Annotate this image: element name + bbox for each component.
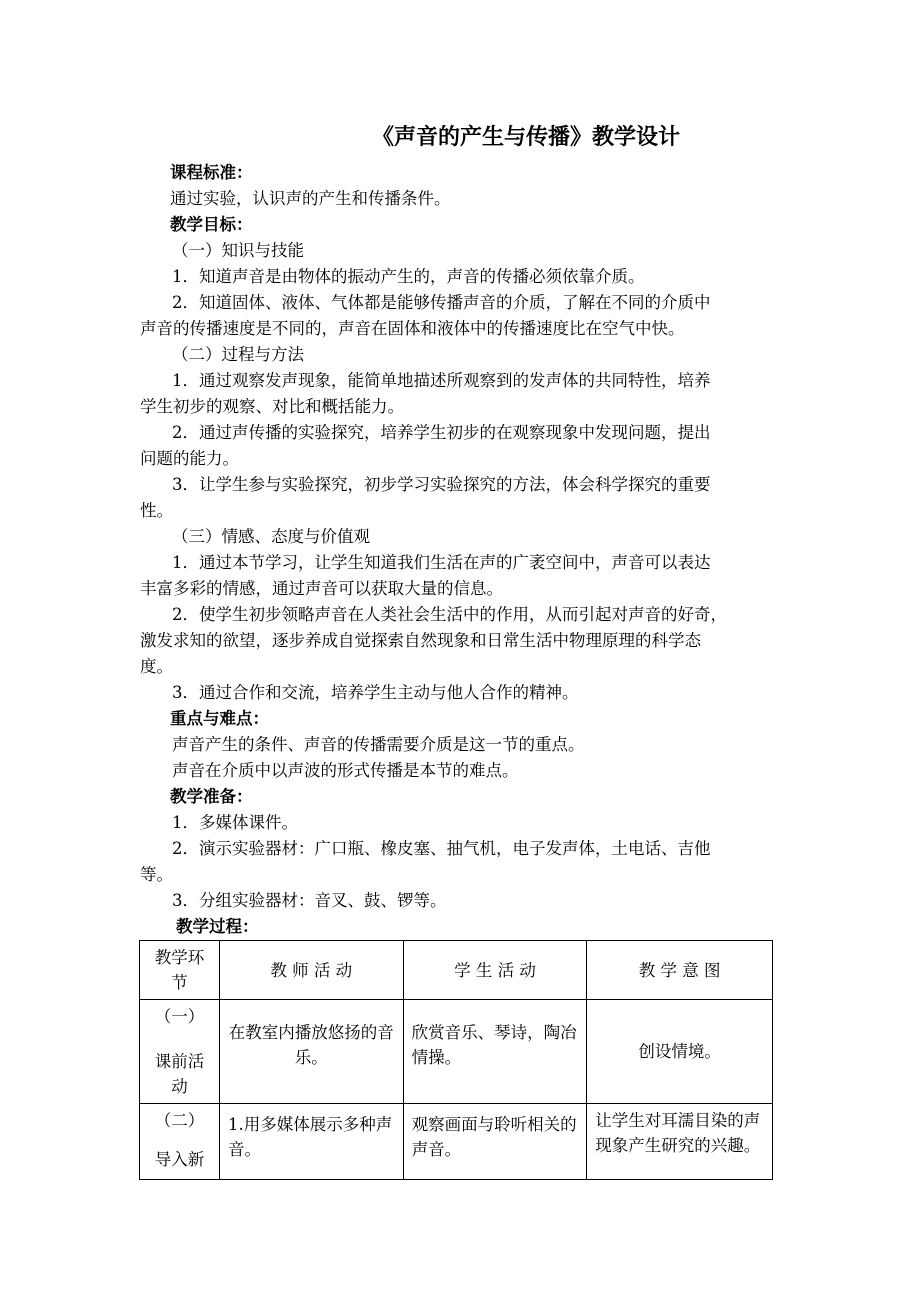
stage-cell [140,1000,220,1104]
key-point-2: 声音在介质中以声波的形式传播是本节的难点。 [172,761,519,780]
goal-1-item-1: 1．知道声音是由物体的振动产生的，声音的传播必须依靠介质。 [172,267,645,286]
prep-item-2: 2．演示实验器材：广口瓶、橡皮塞、抽气机，电子发声体，土电话、吉他 [172,839,711,858]
process-table [139,940,773,1180]
table-row [140,1104,773,1180]
prep-heading: 教学准备： [170,787,253,806]
stage-name: 课前活动 [154,1052,205,1096]
key-heading: 重点与难点： [170,709,269,728]
stage-cell [140,1104,220,1180]
goal-1-item-2: 2．知道固体、液体、气体都是能够传播声音的介质，了解在不同的介质中 [172,293,711,312]
goal-3-item-2-cont: 激发求知的欲望，逐步养成自觉探索自然现象和日常生活中物理原理的科学态 [140,631,701,650]
teacher-cell: 在教室内播放悠扬的音乐。 [219,1000,403,1104]
header-teacher: 教 师 活 动 [219,941,403,1000]
prep-item-2-cont: 等。 [140,865,173,884]
goal-2-item-2-cont: 问题的能力。 [140,449,239,468]
header-intent: 教 学 意 图 [587,941,773,1000]
goals-heading: 教学目标： [170,215,253,234]
goal-2-item-1-cont: 学生初步的观察、对比和概括能力。 [140,397,404,416]
goal-2-item-1: 1．通过观察发声现象，能简单地描述所观察到的发声体的共同特性，培养 [172,371,711,390]
goal-2-item-3-cont: 性。 [140,501,173,520]
header-student: 学 生 活 动 [403,941,587,1000]
page-title: 《声音的产生与传播》教学设计 [372,125,681,150]
stage-number: （一） [154,1007,205,1026]
header-stage: 教学环节 [140,941,220,1000]
stage-name: 导入新 [154,1150,205,1169]
goal-2-item-2: 2．通过声传播的实验探究，培养学生初步的在观察现象中发现问题，提出 [172,423,711,442]
student-cell: 观察画面与聆听相关的声音。 [403,1104,587,1180]
goal-2-heading: （二）过程与方法 [172,345,304,364]
goal-2-item-3: 3．让学生参与实验探究，初步学习实验探究的方法，体会科学探究的重要 [172,475,711,494]
standard-text: 通过实验，认识声的产生和传播条件。 [170,189,451,208]
prep-item-3: 3．分组实验器材：音叉、鼓、锣等。 [172,891,447,910]
student-cell: 欣赏音乐、琴诗，陶冶情操。 [403,1000,587,1104]
standard-heading: 课程标准： [170,163,253,182]
stage-number: （二） [154,1111,205,1130]
goal-3-item-3: 3．通过合作和交流，培养学生主动与他人合作的精神。 [172,683,579,702]
key-point-1: 声音产生的条件、声音的传播需要介质是这一节的重点。 [172,735,585,754]
goal-3-heading: （三）情感、态度与价值观 [172,527,370,546]
goal-3-item-1-cont: 丰富多彩的情感，通过声音可以获取大量的信息。 [140,579,503,598]
goal-3-item-2: 2．使学生初步领略声音在人类社会生活中的作用，从而引起对声音的好奇， [172,605,727,624]
process-heading: 教学过程： [176,917,259,936]
prep-item-1: 1．多媒体课件。 [172,813,298,832]
goal-1-item-2-cont: 声音的传播速度是不同的，声音在固体和液体中的传播速度比在空气中快。 [140,319,685,338]
table-row [140,1000,773,1104]
goal-3-item-2-cont2: 度。 [140,657,173,676]
goal-1-heading: （一）知识与技能 [172,241,304,260]
intent-cell: 让学生对耳濡目染的声现象产生研究的兴趣。 [587,1104,773,1180]
goal-3-item-1: 1．通过本节学习，让学生知道我们生活在声的广袤空间中，声音可以表达 [172,553,711,572]
intent-cell: 创设情境。 [587,1000,773,1104]
teacher-cell: 1.用多媒体展示多种声音。 [219,1104,403,1180]
table-header-row [140,941,773,1000]
